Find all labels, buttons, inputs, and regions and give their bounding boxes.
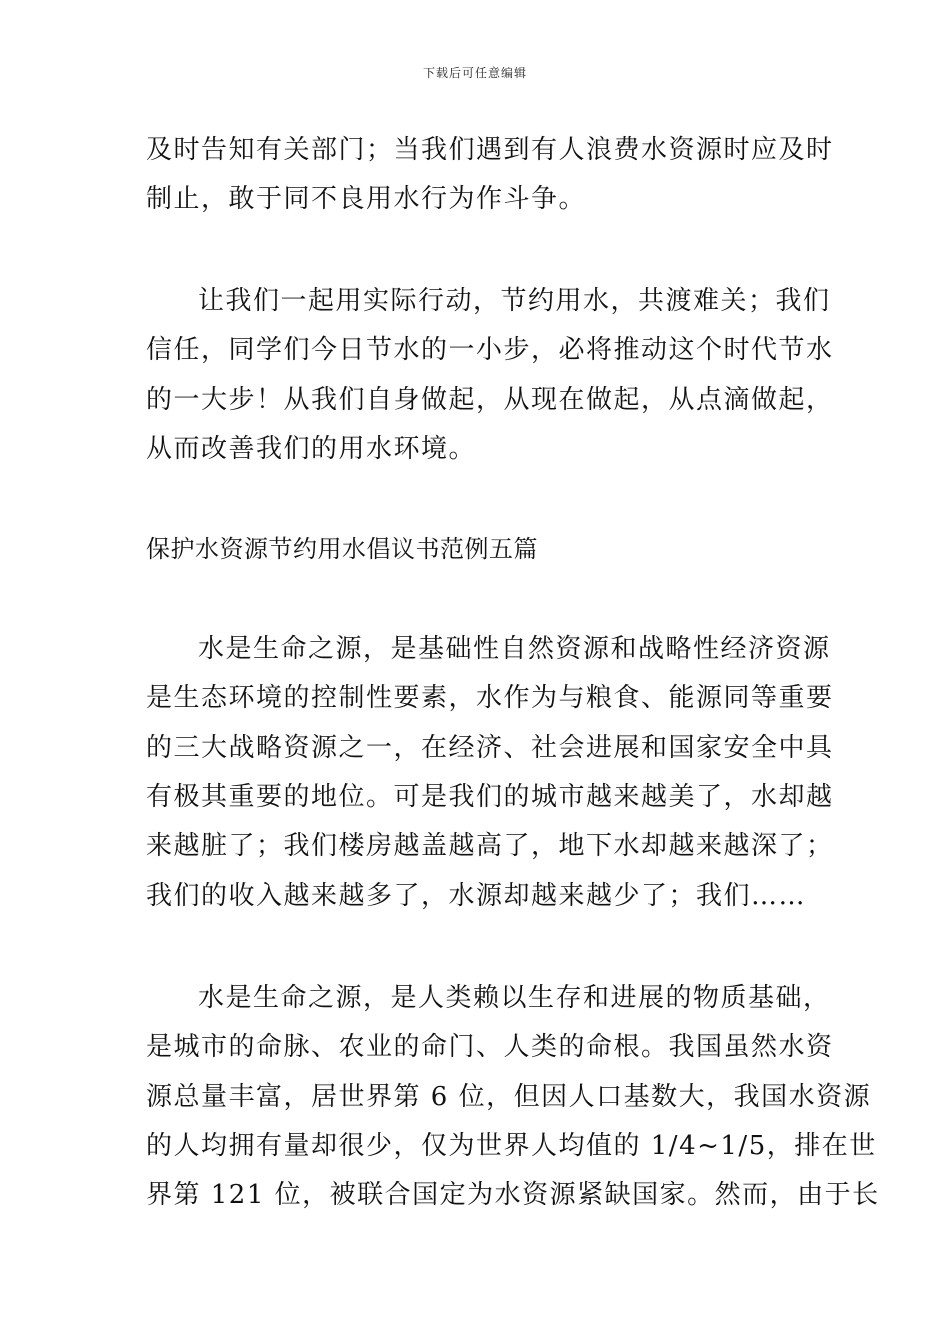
paragraph-2-line-3: 的一大步！从我们自身做起，从现在做起，从点滴做起， [146, 385, 834, 415]
paragraph-3-line-1: 水是生命之源，是基础性自然资源和战略性经济资源 [198, 634, 831, 664]
paragraph-1-line-1: 及时告知有关部门；当我们遇到有人浪费水资源时应及时 [146, 135, 834, 165]
paragraph-3-line-6: 我们的收入越来越多了，水源却越来越少了；我们…… [146, 881, 807, 911]
paragraph-2-line-1: 让我们一起用实际行动，节约用水，共渡难关；我们 [198, 286, 831, 316]
paragraph-4-line-5: 界第 121 位，被联合国定为水资源紧缺国家。然而，由于长 [146, 1180, 880, 1210]
paragraph-4-line-2: 是城市的命脉、农业的命门、人类的命根。我国虽然水资 [146, 1032, 834, 1062]
paragraph-3-line-3: 的三大战略资源之一，在经济、社会进展和国家安全中具 [146, 733, 834, 763]
section-title: 保护水资源节约用水倡议书范例五篇 [146, 535, 538, 563]
paragraph-2-line-2: 信任，同学们今日节水的一小步，必将推动这个时代节水 [146, 335, 834, 365]
paragraph-3-line-5: 来越脏了；我们楼房越盖越高了，地下水却越来越深了； [146, 831, 834, 861]
paragraph-1-line-2: 制止，敢于同不良用水行为作斗争。 [146, 184, 587, 214]
paragraph-3-line-4: 有极其重要的地位。可是我们的城市越来越美了，水却越 [146, 782, 834, 812]
paragraph-3-line-2: 是生态环境的控制性要素，水作为与粮食、能源同等重要 [146, 683, 834, 713]
paragraph-2-line-4: 从而改善我们的用水环境。 [146, 434, 477, 464]
page-header: 下载后可任意编辑 [422, 66, 527, 80]
paragraph-4-line-4: 的人均拥有量却很少，仅为世界人均值的 1/4~1/5，排在世 [146, 1131, 877, 1161]
paragraph-4-line-3: 源总量丰富，居世界第 6 位，但因人口基数大，我国水资源 [146, 1082, 872, 1112]
paragraph-4-line-1: 水是生命之源，是人类赖以生存和进展的物质基础， [198, 983, 831, 1013]
